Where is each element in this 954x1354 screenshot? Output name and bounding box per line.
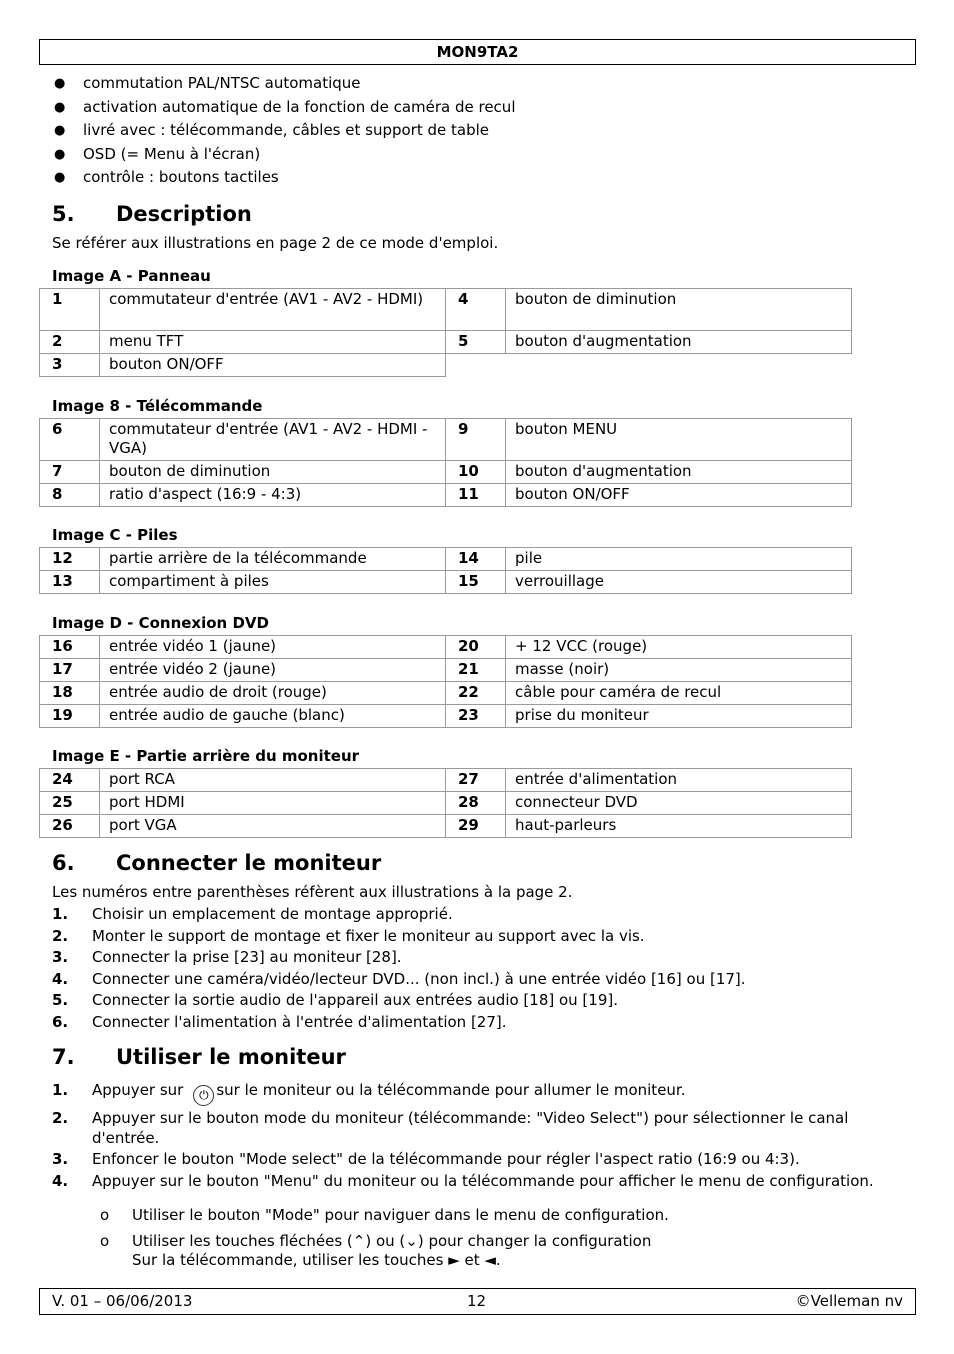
table-row: 26 port VGA 29 haut-parleurs [40, 815, 852, 838]
power-icon: ⏻ [193, 1085, 214, 1106]
document-header [39, 39, 916, 65]
table-caption: Image E - Partie arrière du moniteur [52, 747, 360, 765]
table-row: 2 menu TFT 5 bouton d'augmentation [40, 331, 852, 354]
list-item: 1. Appuyer sur ⏻ sur le moniteur ou la télécommande pour allumer le moniteur. [52, 1080, 912, 1106]
table-caption: Image D - Connexion DVD [52, 614, 269, 632]
list-item: 2. Appuyer sur le bouton mode du moniteur (télécommande: "Video Select") pour sélectionner le canal d'entrée. [52, 1108, 849, 1147]
table-row: 16 entrée vidéo 1 (jaune) 20 + 12 VCC (rouge) [40, 636, 852, 659]
section-heading-description: 5. Description [52, 202, 252, 226]
connect-steps [52, 904, 912, 1033]
list-item: 3. Connecter la prise [23] au moniteur [28]. [52, 948, 402, 966]
table-row: 1 commutateur d'entrée (AV1 - AV2 - HDMI) 4 bouton de diminution [40, 289, 852, 331]
table-caption: Image 8 - Télécommande [52, 397, 263, 415]
list-item: ● livré avec : télécommande, câbles et support de table [54, 121, 490, 140]
table-row: 13 compartiment à piles 15 verrouillage [40, 571, 852, 594]
table-row: 24 port RCA 27 entrée d'alimentation [40, 769, 852, 792]
table-row: 8 ratio d'aspect (16:9 - 4:3) 11 bouton ON/OFF [40, 484, 852, 507]
list-item: 4. Connecter une caméra/vidéo/lecteur DVD... (non incl.) à une entrée vidéo [16] ou [17]. [52, 969, 746, 988]
list-item: ● activation automatique de la fonction de caméra de recul [54, 97, 516, 116]
parts-table-a [39, 288, 852, 377]
list-item: 5. Connecter la sortie audio de l'appareil aux entrées audio [18] ou [19]. [52, 991, 618, 1009]
list-item: ● commutation PAL/NTSC automatique [54, 74, 361, 92]
document-title: MON9TA2 [436, 43, 519, 61]
section-heading-connect: 6. Connecter le moniteur [52, 851, 382, 875]
table-row: 12 partie arrière de la télécommande 14 pile [40, 548, 852, 571]
list-item: 3. Enfoncer le bouton "Mode select" de la télécommande pour régler l'aspect ratio (16:9 ou 4:3). [52, 1150, 800, 1168]
section-heading-use: 7. Utiliser le moniteur [52, 1045, 346, 1069]
table-row: 17 entrée vidéo 2 (jaune) 21 masse (noir) [40, 659, 852, 682]
feature-list [52, 72, 515, 190]
table-row: 7 bouton de diminution 10 bouton d'augmentation [40, 461, 852, 484]
list-item: 1. Choisir un emplacement de montage approprié. [52, 905, 453, 923]
version-label: V. 01 – 06/06/2013 [52, 1292, 193, 1310]
table-row: 3 bouton ON/OFF [40, 354, 852, 377]
parts-table-e [39, 768, 852, 838]
parts-table-b [39, 418, 852, 507]
list-item: 4. Appuyer sur le bouton "Menu" du moniteur ou la télécommande pour afficher le menu de configuration. [52, 1171, 874, 1190]
list-item: 2. Monter le support de montage et fixer le moniteur au support avec la vis. [52, 926, 645, 945]
page-number: 12 [467, 1292, 487, 1310]
table-caption: Image A - Panneau [52, 267, 211, 285]
section-intro: Se référer aux illustrations en page 2 de ce mode d'emploi. [52, 234, 499, 252]
parts-table-d [39, 635, 852, 728]
parts-table-c [39, 547, 852, 594]
table-row: 18 entrée audio de droit (rouge) 22 câble pour caméra de recul [40, 682, 852, 705]
copyright-label: ©Velleman nv [795, 1292, 903, 1310]
table-row: 25 port HDMI 28 connecteur DVD [40, 792, 852, 815]
list-item: ● contrôle : boutons tactiles [54, 168, 279, 187]
list-item: ● OSD (= Menu à l'écran) [54, 144, 261, 163]
page-footer [39, 1288, 916, 1315]
section-intro: Les numéros entre parenthèses réfèrent aux illustrations à la page 2. [52, 883, 573, 901]
table-row: 19 entrée audio de gauche (blanc) 23 prise du moniteur [40, 705, 852, 728]
use-steps [52, 1080, 912, 1192]
list-item: 6. Connecter l'alimentation à l'entrée d'alimentation [27]. [52, 1012, 507, 1031]
table-caption: Image C - Piles [52, 526, 178, 544]
table-row: 6 commutateur d'entrée (AV1 - AV2 - HDMI - VGA) 9 bouton MENU [40, 419, 852, 461]
